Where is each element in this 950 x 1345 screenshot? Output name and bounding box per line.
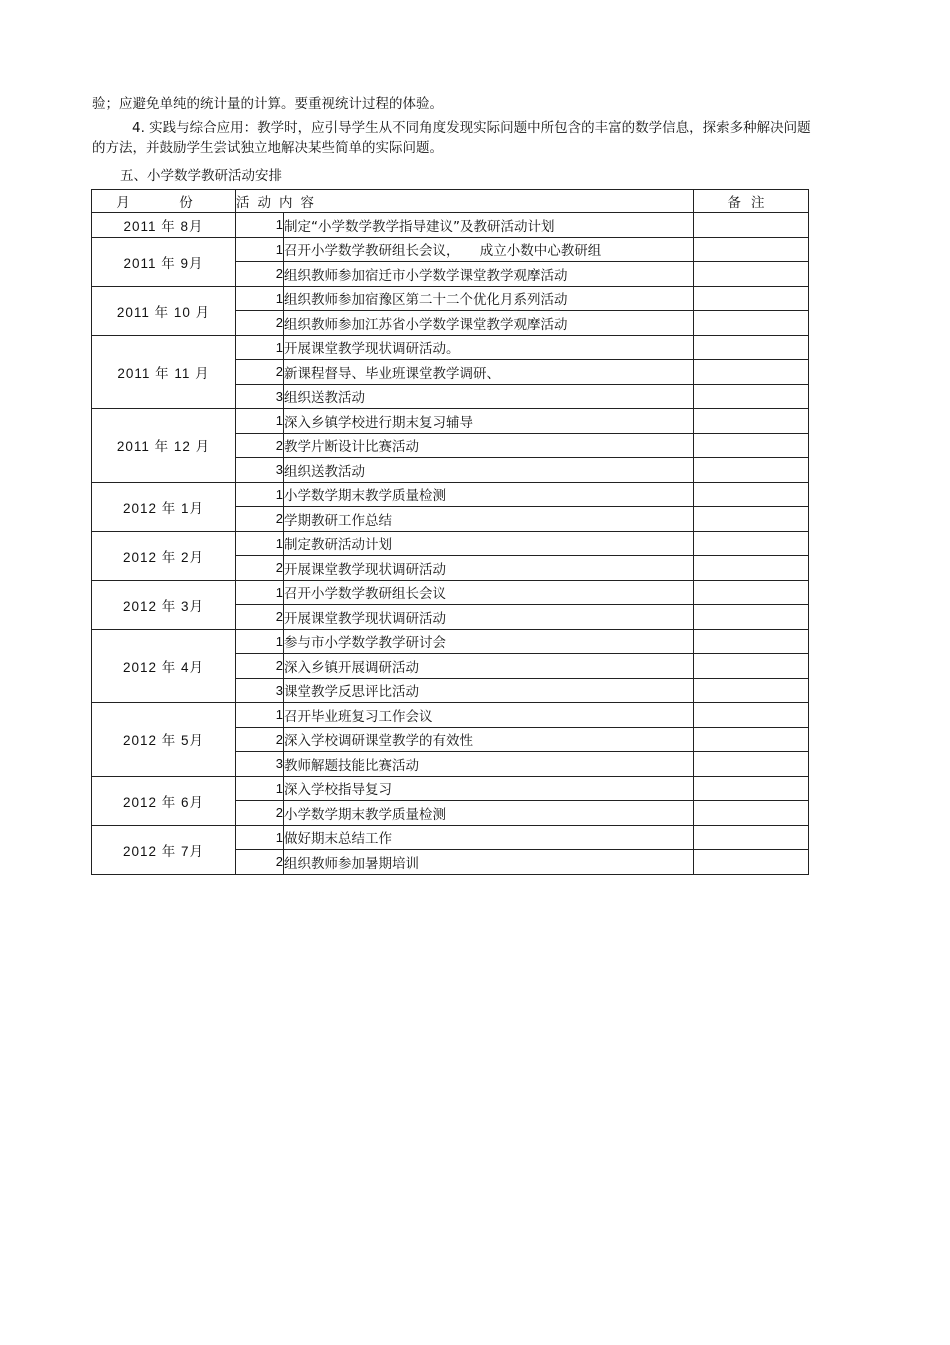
item-number: 1 [236,286,284,311]
item-number: 1 [236,825,284,850]
activity-schedule-table [91,189,809,875]
item-number: 2 [236,311,284,336]
note-cell [694,409,809,434]
item-number: 2 [236,801,284,826]
month-cell: 2012 年 7月 [92,825,236,874]
activity-text: 召开毕业班复习工作会议 [284,703,694,728]
note-cell [694,776,809,801]
activity-text: 开展课堂教学现状调研活动 [284,605,694,630]
activity-text: 深入乡镇开展调研活动 [284,654,694,679]
activity-text: 组织教师参加宿迁市小学数学课堂教学观摩活动 [284,262,694,287]
table-row [92,580,809,605]
activity-text: 课堂教学反思评比活动 [284,678,694,703]
table-body [92,213,809,875]
note-cell [694,458,809,483]
item-number: 3 [236,384,284,409]
activity-text: 制定教研活动计划 [284,531,694,556]
item-number: 1 [236,776,284,801]
item-number: 1 [236,213,284,238]
item-number: 1 [236,531,284,556]
table-row [92,286,809,311]
activity-text: 组织教师参加江苏省小学数学课堂教学观摩活动 [284,311,694,336]
activity-text: 深入乡镇学校进行期末复习辅导 [284,409,694,434]
section-title: 五、小学数学教研活动安排 [120,168,282,184]
note-cell [694,752,809,777]
header-note: 备注 [694,190,809,213]
note-cell [694,850,809,875]
activity-text: 新课程督导、毕业班课堂教学调研、 [284,360,694,385]
activity-text: 召开小学数学教研组长会议， 成立小数中心教研组 [284,237,694,262]
note-cell [694,654,809,679]
note-cell [694,360,809,385]
note-cell [694,237,809,262]
note-cell [694,262,809,287]
month-cell: 2012 年 5月 [92,703,236,777]
activity-text: 组织送教活动 [284,384,694,409]
item-number: 2 [236,262,284,287]
month-cell: 2011 年 8月 [92,213,236,238]
item-number: 2 [236,507,284,532]
note-cell [694,335,809,360]
item-number: 2 [236,556,284,581]
item-number: 1 [236,580,284,605]
item-number: 3 [236,752,284,777]
activity-text: 召开小学数学教研组长会议 [284,580,694,605]
header-month: 月 份 [92,190,236,213]
note-cell [694,286,809,311]
note-cell [694,703,809,728]
month-cell: 2012 年 6月 [92,776,236,825]
note-cell [694,482,809,507]
activity-text: 教师解题技能比赛活动 [284,752,694,777]
activity-text: 深入学校调研课堂教学的有效性 [284,727,694,752]
note-cell [694,629,809,654]
activity-text: 组织送教活动 [284,458,694,483]
activity-text: 学期教研工作总结 [284,507,694,532]
month-cell: 2011 年 11 月 [92,335,236,409]
note-cell [694,605,809,630]
activity-text: 组织教师参加暑期培训 [284,850,694,875]
activity-text: 开展课堂教学现状调研活动。 [284,335,694,360]
table-row [92,825,809,850]
note-cell [694,580,809,605]
activity-text: 深入学校指导复习 [284,776,694,801]
activity-text: 做好期末总结工作 [284,825,694,850]
month-cell: 2012 年 4月 [92,629,236,703]
activity-text: 参与市小学数学教学研讨会 [284,629,694,654]
item-number: 1 [236,629,284,654]
month-cell: 2012 年 3月 [92,580,236,629]
item-number: 3 [236,458,284,483]
month-cell: 2011 年 12 月 [92,409,236,483]
activity-text: 教学片断设计比赛活动 [284,433,694,458]
item-number: 2 [236,360,284,385]
note-cell [694,801,809,826]
table-row [92,776,809,801]
activity-text: 开展课堂教学现状调研活动 [284,556,694,581]
item-number: 1 [236,335,284,360]
note-cell [694,213,809,238]
activity-text: 小学数学期末教学质量检测 [284,801,694,826]
item-number: 3 [236,678,284,703]
table-row [92,629,809,654]
note-cell [694,433,809,458]
note-cell [694,727,809,752]
table-row [92,482,809,507]
activity-text: 制定“小学数学教学指导建议”及教研活动计划 [284,213,694,238]
item-number: 2 [236,654,284,679]
activity-text: 小学数学期末教学质量检测 [284,482,694,507]
note-cell [694,531,809,556]
item-number: 2 [236,433,284,458]
table-row [92,335,809,360]
item-number: 1 [236,237,284,262]
table-row [92,409,809,434]
item-number: 2 [236,850,284,875]
note-cell [694,825,809,850]
month-cell: 2011 年 10 月 [92,286,236,335]
paragraph-item-4: 4. 实践与综合应用：教学时，应引导学生从不同角度发现实际问题中所包含的丰富的数学信息，探索多种解决问题的方法，并鼓励学生尝试独立地解决某些简单的实际问题。 [92,120,811,156]
item-number: 1 [236,703,284,728]
item-number: 1 [236,409,284,434]
note-cell [694,384,809,409]
note-cell [694,678,809,703]
table-row [92,531,809,556]
table-row [92,213,809,238]
table-header-row [92,190,809,213]
table-row [92,703,809,728]
paragraph-line: 验；应避免单纯的统计量的计算。要重视统计过程的体验。 [92,96,443,112]
month-cell: 2012 年 2月 [92,531,236,580]
note-cell [694,556,809,581]
note-cell [694,311,809,336]
table-row [92,237,809,262]
header-activity: 活动内容 [236,190,694,213]
note-cell [694,507,809,532]
item-number: 2 [236,727,284,752]
activity-text: 组织教师参加宿豫区第二十二个优化月系列活动 [284,286,694,311]
item-number: 1 [236,482,284,507]
item-number: 2 [236,605,284,630]
month-cell: 2011 年 9月 [92,237,236,286]
month-cell: 2012 年 1月 [92,482,236,531]
